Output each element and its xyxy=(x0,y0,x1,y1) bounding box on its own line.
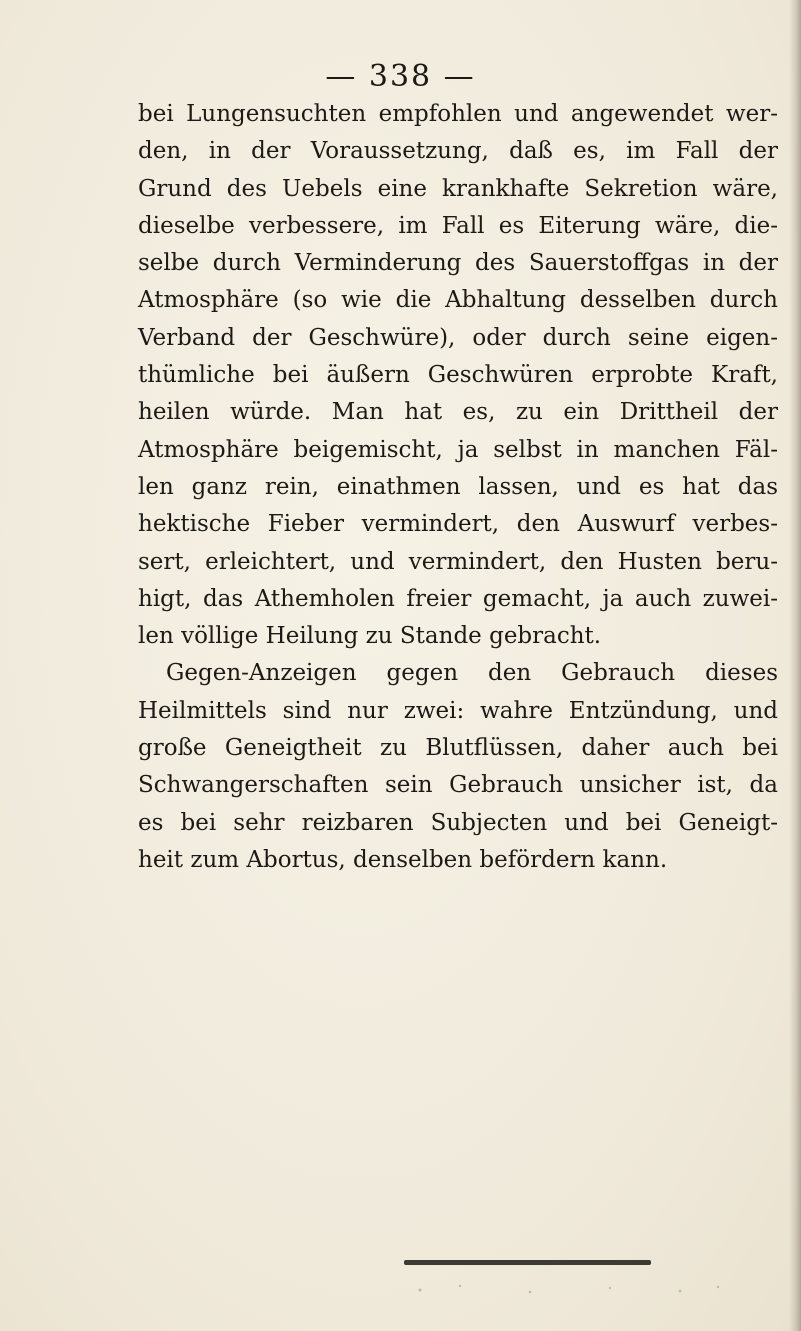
printer-rule xyxy=(404,1260,651,1265)
text-line: Grund des Uebels eine krankhafte Sekretion wäre, xyxy=(138,175,778,202)
text-line: bei Lungensuchten empfohlen und angewendet wer- xyxy=(138,101,778,127)
text-line: hektische Fieber vermindert, den Auswurf verbes- xyxy=(138,511,778,538)
text-line: den, in der Voraussetzung, daß es, im Fall der xyxy=(138,138,778,165)
text-line: dieselbe verbessere, im Fall es Eiterung wäre, die- xyxy=(138,212,778,239)
text-line: Atmosphäre beigemischt, ja selbst in manchen Fäl- xyxy=(138,436,778,463)
text-line: große Geneigtheit zu Blutflüssen, daher auch bei xyxy=(138,735,778,762)
text-line: selbe durch Verminderung des Sauerstoffgas in der xyxy=(138,250,778,277)
text-line: Schwangerschaften sein Gebrauch unsicher ist, da xyxy=(138,772,778,799)
paragraph-1 xyxy=(138,96,778,655)
text-line: sert, erleichtert, und vermindert, den Husten beru- xyxy=(138,548,778,575)
text-line: len ganz rein, einathmen lassen, und es hat das xyxy=(138,473,778,500)
text-line: heit zum Abortus, denselben befördern kann. xyxy=(138,846,668,873)
text-line: len völlige Heilung zu Stande gebracht. xyxy=(138,623,602,650)
page-edge-shadow xyxy=(789,0,801,1331)
text-line: heilen würde. Man hat es, zu ein Drittheil der xyxy=(138,399,778,426)
text-line: Atmosphäre (so wie die Abhaltung desselben durch xyxy=(138,287,778,314)
stray-ink-marks xyxy=(400,1280,740,1300)
text-line: Heilmittels sind nur zwei: wahre Entzündung, und xyxy=(138,697,778,724)
text-line: es bei sehr reizbaren Subjecten und bei Geneigt- xyxy=(138,809,778,836)
body-text xyxy=(138,96,778,879)
text-line: thümliche bei äußern Geschwüren erprobte Kraft, xyxy=(138,362,778,389)
page-number: — 338 — xyxy=(325,59,476,94)
text-line: higt, das Athemholen freier gemacht, ja auch zuwei- xyxy=(138,585,778,612)
text-line: Gegen-Anzeigen gegen den Gebrauch dieses xyxy=(166,660,778,687)
text-line: Verband der Geschwüre), oder durch seine eigen- xyxy=(138,324,778,351)
paragraph-2 xyxy=(138,655,778,879)
